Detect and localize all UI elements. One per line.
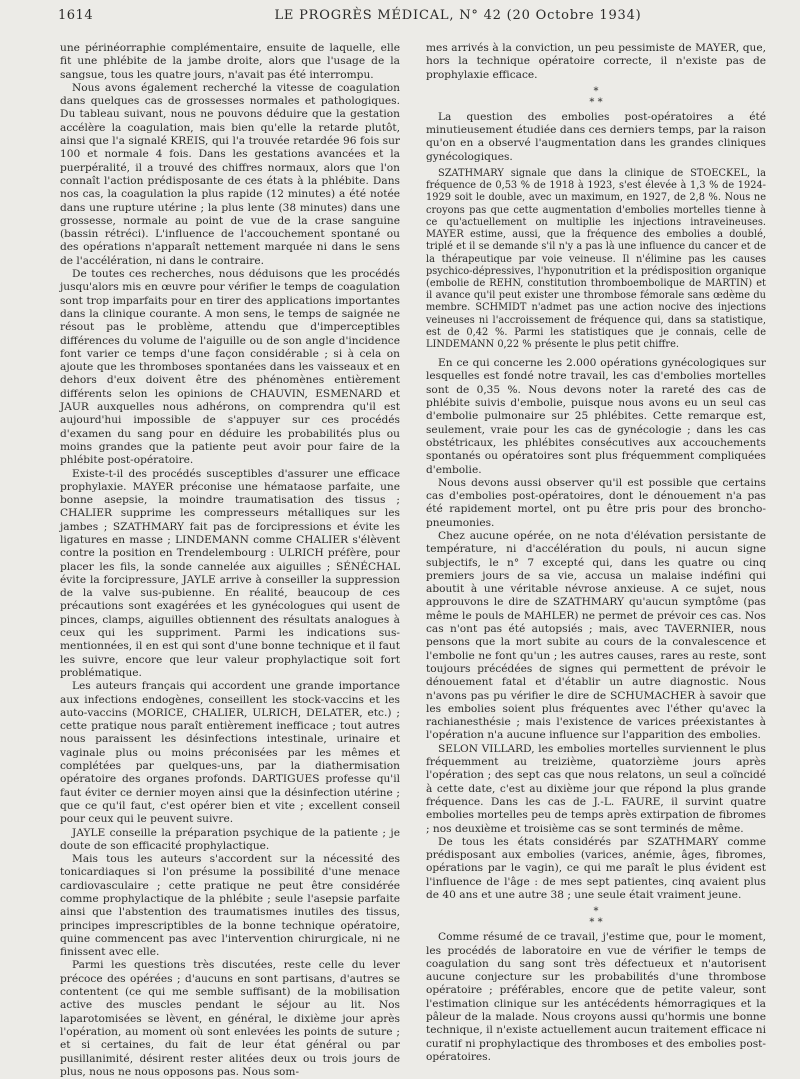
paragraph: mes arrivés à la conviction, un peu pessimiste de MAYER, que, hors la technique opératoire correcte, il n'existe pas de prophylaxie efficace. [426,42,766,81]
small-print-paragraph: SZATHMARY signale que dans la clinique de STOECKEL, la fréquence de 0,53 % de 1918 à 1923, s'est élevée à 1,3 % de 1924-1929 soit le double, avec un maximum, en 1927, de 2,8 %. Nous ne croyons pas que cette augmentation d'embolies mortelles tienne à ce qu'actuellement on multiplie les injections intraveineuses. MAYER estime, aussi, que la fréquence des embolies a doublé, triplé et il se demande s'il n'y a pas là une influence du cancer et de la thérapeutique par voie veineuse. Il n'élimine pas les causes psychico-dépressives, l'hyponutrition et la prédisposition organique (embolie de REHN, constitution thromboembolique de MARTIN) et il avance qu'il peut exister une thrombose fémorale sans œdème du membre. SCHMIDT n'admet pas une action nocive des injections veineuses ni l'accroissement de fréquence qui, dans sa statistique, est de 0,42 %. Parmi les statistiques que je connais, celle de LINDEMANN 0,22 % présente le plus petit chiffre. [426,168,766,350]
paragraph: En ce qui concerne les 2.000 opérations gynécologiques sur lesquelles est fondé notre travail, les cas d'embolies mortelles sont de 0,35 %. Nous devons noter la rareté des cas de phlébite suivis d'embolie, puisque nous avons eu un seul cas d'embolie pulmonaire sur 25 phlébites. Cette remarque est, seulement, vraie pour les cas de gynécologie ; dans les cas obstétricaux, les phlébites consécutives aux accouchements spontanés ou opératoires sont plus fréquemment compliquées d'embolie. [426,357,766,476]
paragraph: Existe-t-il des procédés susceptibles d'assurer une efficace prophylaxie. MAYER préconise une hémataose parfaite, une bonne asepsie, la moindre traumatisation des tissus ; CHALIER supprime les compresseurs métalliques sur les jambes ; SZATHMARY fait pas de forcipressions et évite les ligatures en masse ; LINDEMANN comme CHALIER s'élèvent contre la position en Trendelembourg : ULRICH préfère, pour placer les fils, la sonde cannelée aux aiguilles ; SÉNÉCHAL évite la forcipressure, JAYLE arrive à conseiller la suppression de la valve sus-pubienne. En réalité, beaucoup de ces précautions sont exagérées et les gynécologues qui usent de pinces, clamps, aiguilles obtiennent des résultats analogues à ceux qui les suppriment. Parmi les indications sus-mentionnées, il en est qui sont d'une bonne technique et il faut les suivre, encore que leur valeur prophylactique soit fort problématique. [60,467,400,679]
right-column [426,42,766,1064]
paragraph: une périnéorraphie complémentaire, ensuite de laquelle, elle fit une phlébite de la jambe droite, alors que l'usage de la sangsue, tous les quatre jours, n'avait pas été interrompu. [60,42,400,81]
paragraph: JAYLE conseille la préparation psychique de la patiente ; je doute de son efficacité prophylactique. [60,826,400,852]
separator-star-top: * [593,85,599,97]
paragraph: SELON VILLARD, les embolies mortelles surviennent le plus fréquemment au treizième, quatorzième jours après l'opération ; des sept cas que nous relatons, un seul a coïncidé à cette date, c'est au dixième jour que répond la plus grande fréquence. Dans les cas de J.-L. FAURE, il survint quatre embolies mortelles peu de temps après extirpation de fibromes ; nos deuxième et troisième cas se sont terminés de même. [426,742,766,835]
left-column [60,42,400,1079]
separator-star-bottom: * * [589,917,603,929]
page-header [58,8,770,28]
paragraph: Parmi les questions très discutées, reste celle du lever précoce des opérées ; d'aucuns en sont partisans, d'autres se contentent (ce qui me semble suffisant) de la mobilisation active des muscles pendant le séjour au lit. Nos laparotomisées se lèvent, en général, le dixième jour après l'opération, au moment où sont enlevées les points de suture ; et si certaines, du fait de leur état général ou par pusillanimité, désirent rester alitées deux ou trois jours de plus, nous ne nous opposons pas. Nous som- [60,959,400,1078]
paragraph: Nous avons également recherché la vitesse de coagulation dans quelques cas de grossesses normales et pathologiques. Du tableau suivant, nous ne pouvons déduire que la gestation accélère la coagulation, mais bien qu'elle la retarde plutôt, ainsi que l'a signalé KREIS, qui l'a trouvée retardée 96 fois sur 100 et normale 4 fois. Dans les gestations avancées et la puerpéralité, il a trouvé des chiffres normaux, alors que l'on connaît l'action prédisposante de ces états à la phlébite. Dans nos cas, la coagulation la plus rapide (12 minutes) a été notée dans une rupture utérine ; la plus lente (38 minutes) dans une grossesse, normale au point de vue de la crase sanguine (bassin rétréci). L'influence de l'accouchement spontané ou des opérations n'apparaît nettement marquée ni dans le sens de l'accélération, ni dans le contraire. [60,81,400,267]
section-separator [426,906,766,928]
paragraph: La question des embolies post-opératoires a été minutieusement étudiée dans ces derniers temps, par la raison qu'on en a observé l'augmentation dans les grandes cliniques gynécologiques. [426,110,766,163]
paragraph: De toutes ces recherches, nous déduisons que les procédés jusqu'alors mis en œuvre pour vérifier le temps de coagulation sont trop imparfaits pour en tirer des applications importantes dans la clinique courante. A mon sens, le temps de saignée ne résout pas le problème, attendu que d'imperceptibles différences du volume de l'aiguille ou de son angle d'incidence font varier ce temps d'une façon considérable ; si à cela on ajoute que les thromboses spontanées dans les vaisseaux et en dehors d'eux doivent être des phénomènes entièrement différents selon les opinions de CHAUVIN, ESMENARD et JAUR auxquelles nous adhérons, on comprendra qu'il est aujourd'hui impossible de s'appuyer sur ces procédés d'examen du sang pour en déduire les probabilités plus ou moins grandes que la patiente peut avoir pour faire de la phlébite post-opératoire. [60,268,400,467]
separator-star-top: * [593,906,599,918]
paragraph: Chez aucune opérée, on ne nota d'élévation persistante de température, ni d'accélération du pouls, ni aucun signe subjectifs, le n° 7 excepté qui, dans les quatre ou cinq premiers jours de sa vie, accusa un malaise indéfini qui aboutit à une véritable névrose anxieuse. A ce sujet, nous approuvons le dire de SZATHMARY qu'aucun symptôme (pas même le pouls de MAHLER) ne permet de prévoir ces cas. Nos cas n'ont pas été autopsiés ; mais, avec TAVERNIER, nous pensons que la mort subite au cours de la convalescence et l'embolie ne font qu'un ; les autres causes, rares au reste, sont toujours précédées de signes qui permettent de prévoir le dénouement fatal et d'établir un autre diagnostic. Nous n'avons pas pu vérifier le dire de SCHUMACHER à savoir que les embolies soient plus fréquentes avec l'éther qu'avec la rachianesthésie ; mais l'existence de varices préexistantes à l'opération n'a aucune influence sur l'apparition des embolies. [426,529,766,742]
paragraph: Mais tous les auteurs s'accordent sur la nécessité des tonicardiaques si l'on présume la possibilité d'une menace cardiovasculaire ; cette pratique ne peut être considérée comme prophylactique de la phlébite ; seule l'asepsie parfaite ainsi que l'abstention des traumatismes inutiles des tissus, principes imprescriptibles de la bonne technique opératoire, quine commencent pas avec l'intervention chirurgicale, ni ne finissent avec elle. [60,853,400,959]
section-separator [426,86,766,108]
paragraph: Comme résumé de ce travail, j'estime que, pour le moment, les procédés de laboratoire en vue de vérifier le temps de coagulation du sang sont très défectueux et n'autorisent aucune conjecture sur les probabilités d'une thrombose opératoire ; préférables, encore que de petite valeur, sont l'estimation clinique sur les antécédents hémorragiques et la pâleur de la malade. Nous croyons aussi qu'hormis une bonne technique, il n'existe actuellement aucun traitement efficace ni curatif ni prophylactique des thromboses et des embolies post-opératoires. [426,931,766,1063]
paragraph: De tous les états considérés par SZATHMARY comme prédisposant aux embolies (varices, anémie, âges, fibromes, opérations par le vagin), ce qui me paraît le plus évident est l'influence de l'âge : de mes sept patientes, cinq avaient plus de 40 ans et une autre 38 ; une seule était vraiment jeune. [426,835,766,901]
page-number: 1614 [58,8,94,23]
separator-star-bottom: * * [589,96,603,108]
running-title: LE PROGRÈS MÉDICAL, N° 42 (20 Octobre 1934) [274,8,642,23]
paragraph: Les auteurs français qui accordent une grande importance aux infections endogènes, conseillent les stock-vaccins et les auto-vaccins (MORICE, CHALIER, ULRICH, DELATER, etc.) ; cette pratique nous paraît entièrement inefficace ; tout autres nous paraissent les désinfections intestinale, urinaire et vaginale plus ou moins préconisées par les mêmes et complétées par quelques-uns, par la diathermisation opératoire des organes profonds. DARTIGUES professe qu'il faut éviter ce dernier moyen ainsi que la désinfection utérine ; que ce qu'il faut, c'est opérer bien et vite ; excellent conseil pour ceux qui le peuvent suivre. [60,680,400,826]
paragraph: Nous devons aussi observer qu'il est possible que certains cas d'embolies post-opératoires, dont le dénouement n'a pas été rapidement mortel, ont pu être pris pour des broncho-pneumonies. [426,476,766,529]
